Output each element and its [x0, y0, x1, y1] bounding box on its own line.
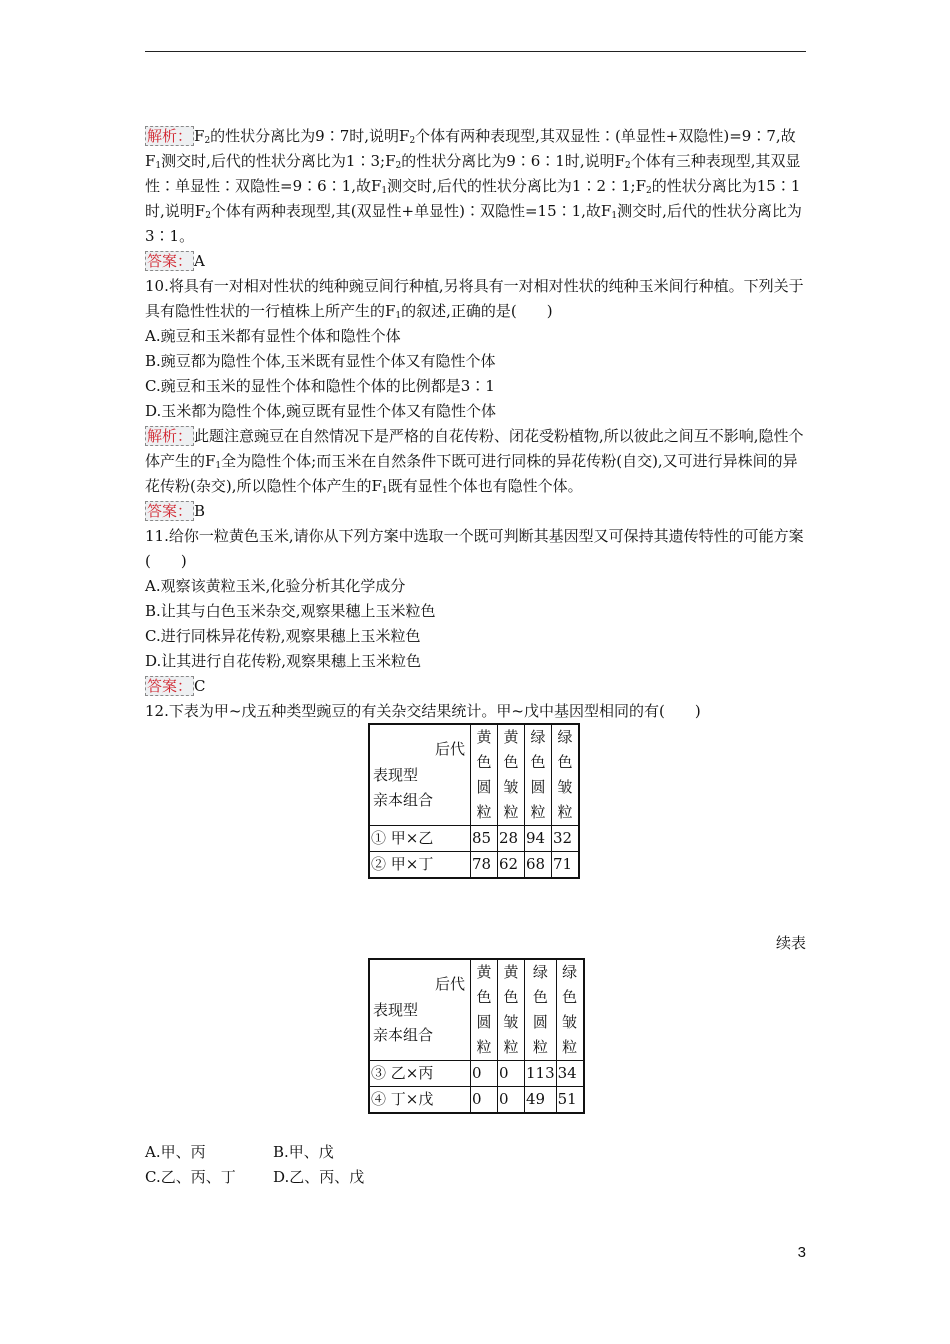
cross-results-table-2 — [368, 958, 585, 1114]
col-header-green-round: 绿 色 圆 粒 — [525, 724, 552, 826]
table-row: ③ 乙×丙 0 0 113 34 — [369, 1061, 584, 1087]
col-header-yellow-wrinkled: 黄 色 皱 粒 — [498, 724, 525, 826]
q10-option-d: D.玉米都为隐性个体,豌豆既有显性个体又有隐性个体 — [145, 402, 497, 420]
table-header-diagonal-cell: 后代 表现型 亲本组合 — [369, 724, 471, 826]
continued-table-label: 续表 — [775, 934, 806, 952]
q10-analysis: 解析： 此题注意豌豆在自然情况下是严格的自花传粉、闭花受粉植物,所以彼此之间互不影响,隐性个体产生的$F_1$全为隐性个体;而玉米在自然条件下既可进行同株的异花传粉(自交),又可进行异株间的异花传粉(杂交),所以隐性个体产生的$F_1$既有显性个体也有隐性个体。 — [145, 427, 804, 496]
q12-option-d: D.乙、丙、戊 — [273, 1168, 365, 1186]
answer-label: 答案： — [147, 677, 193, 695]
q10-option-b: B.豌豆都为隐性个体,玉米既有显性个体又有隐性个体 — [145, 352, 496, 370]
col-header-green-wrinkled: 绿 色 皱 粒 — [556, 959, 584, 1061]
table-row: ① 甲×乙 85 28 94 32 — [369, 826, 579, 852]
answer-label: 答案： — [147, 502, 193, 520]
col-header-green-wrinkled: 绿 色 皱 粒 — [552, 724, 580, 826]
q10-option-a: A.豌豆和玉米都有显性个体和隐性个体 — [145, 327, 401, 345]
q9-answer: 答案： A — [147, 252, 205, 270]
header-rule — [145, 51, 806, 52]
q11-stem: 11.给你一粒黄色玉米,请你从下列方案中选取一个既可判断其基因型又可保持其遗传特性的可能方案( ) — [145, 527, 804, 570]
q11-option-b: B.让其与白色玉米杂交,观察果穗上玉米粒色 — [145, 602, 436, 620]
q11-option-c: C.进行同株异花传粉,观察果穗上玉米粒色 — [145, 627, 421, 645]
analysis-label: 解析： — [147, 127, 193, 145]
q12-options — [145, 1140, 401, 1190]
q10-answer: 答案： B — [147, 502, 206, 520]
q12-option-c: C.乙、丙、丁 — [145, 1168, 236, 1186]
answer-label: 答案： — [147, 252, 193, 270]
q12-option-a: A.甲、丙 — [145, 1143, 206, 1161]
page-content — [145, 124, 807, 724]
analysis-label: 解析： — [147, 427, 193, 445]
q11-option-d: D.让其进行自花传粉,观察果穗上玉米粒色 — [145, 652, 422, 670]
q12-option-b: B.甲、戊 — [273, 1143, 334, 1161]
page-number: 3 — [797, 1244, 806, 1261]
q11-answer: 答案： C — [147, 677, 206, 695]
q10-stem: 10.将具有一对相对性状的纯种豌豆间行种植,另将具有一对相对性状的纯种玉米间行种植。下列关于具有隐性性状的一行植株上所产生的$F_1$的叙述,正确的是( ) — [145, 277, 804, 321]
col-header-yellow-round: 黄 色 圆 粒 — [471, 959, 498, 1061]
col-header-yellow-round: 黄 色 圆 粒 — [471, 724, 498, 826]
q12-stem: 12.下表为甲~戊五种类型豌豆的有关杂交结果统计。甲~戊中基因型相同的有( ) — [145, 702, 701, 720]
q11-option-a: A.观察该黄粒玉米,化验分析其化学成分 — [145, 577, 406, 595]
cross-results-table-1 — [368, 723, 580, 879]
col-header-yellow-wrinkled: 黄 色 皱 粒 — [498, 959, 525, 1061]
table-row: ④ 丁×戊 0 0 49 51 — [369, 1087, 584, 1114]
q10-option-c: C.豌豆和玉米的显性个体和隐性个体的比例都是3∶1 — [145, 377, 495, 395]
table-header-diagonal-cell: 后代 表现型 亲本组合 — [369, 959, 471, 1061]
col-header-green-round: 绿 色 圆 粒 — [525, 959, 557, 1061]
table-row: ② 甲×丁 78 62 68 71 — [369, 852, 579, 879]
q9-analysis: 解析： $F_2$的性状分离比为9∶7时,说明$F_2$个体有两种表现型,其双显性∶(单显性+双隐性)=9∶7,故$F_1$测交时,后代的性状分离比为$1∶3;F_2$的性状分离比为9∶6∶1时,说明$F_2$个体有三种表现型,其双显性∶单显性∶双隐性=9∶6∶1,故$F_1$测交时,后代的性状分离比为$1∶2∶1;F_2$的性状分离比为15∶1时,说明$F_2$个体有两种表现型,其(双显性+单显性)∶双隐性=15∶1,故$F_1$测交时,后代的性状分离比为3∶1。 — [145, 127, 802, 245]
